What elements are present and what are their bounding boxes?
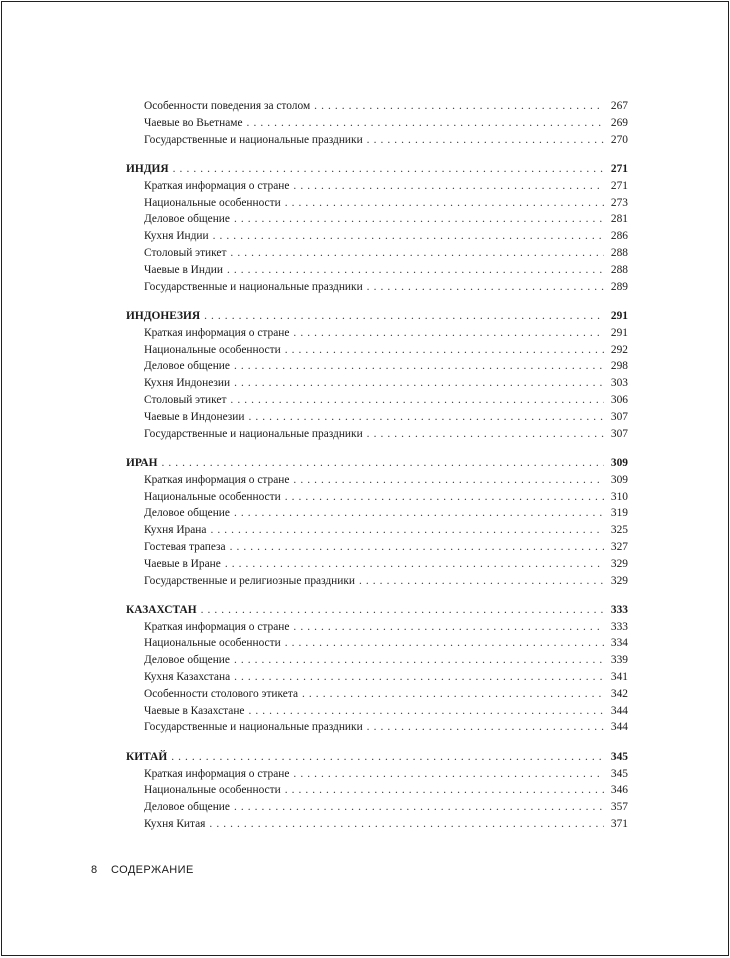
toc-entry-page: 339 [610,654,628,667]
toc-entry[interactable] [126,703,628,720]
toc-entry-page: 327 [610,540,628,553]
dot-leader [248,409,604,426]
toc-entry-title: Чаевые в Казахстане [144,704,245,717]
dot-leader [230,392,604,409]
toc-entry-page: 310 [610,490,628,503]
toc-chapter-page: 271 [610,162,628,175]
dot-leader [302,686,604,703]
toc-entry-title: Особенности столового этикета [144,687,299,700]
toc-chapter-title: КИТАЙ [126,750,168,763]
toc-entry-page: 319 [610,507,628,520]
toc-entry-page: 303 [610,377,628,390]
toc-chapter[interactable] [126,749,628,766]
toc-entry[interactable] [126,686,628,703]
toc-entry-page: 357 [610,801,628,814]
dot-leader [171,749,604,766]
toc-entry[interactable] [126,132,628,149]
toc-section [126,308,628,442]
toc-entry[interactable] [126,619,628,636]
toc-entry-page: 269 [610,116,628,129]
toc-entry[interactable] [126,472,628,489]
toc-entry[interactable] [126,195,628,212]
toc-chapter-page: 309 [610,456,628,469]
toc-section [126,161,628,295]
toc-entry-page: 273 [610,196,628,209]
toc-entry[interactable] [126,782,628,799]
toc-entry-page: 333 [610,620,628,633]
toc-entry-title: Чаевые в Иране [144,557,221,570]
toc-entry[interactable] [126,98,628,115]
toc-entry-title: Деловое общение [144,801,230,814]
toc-chapter[interactable] [126,308,628,325]
toc-entry[interactable] [126,522,628,539]
toc-entry[interactable] [126,652,628,669]
toc-entry-title: Государственные и национальные праздники [144,280,363,293]
dot-leader [293,619,604,636]
toc-entry-title: Деловое общение [144,213,230,226]
dot-leader [247,115,604,132]
toc-entry[interactable] [126,279,628,296]
dot-leader [234,358,604,375]
toc-entry[interactable] [126,392,628,409]
toc-chapter[interactable] [126,161,628,178]
dot-leader [359,573,604,590]
toc-section [126,602,628,736]
toc-entry-title: Чаевые в Индонезии [144,410,245,423]
toc-chapter-title: ИНДИЯ [126,162,169,175]
toc-chapter-page: 333 [610,603,628,616]
toc-entry[interactable] [126,409,628,426]
toc-entry-page: 281 [610,213,628,226]
toc-entry[interactable] [126,635,628,652]
toc-entry[interactable] [126,342,628,359]
toc-entry-page: 345 [610,767,628,780]
dot-leader [367,426,604,443]
dot-leader [209,816,604,833]
dot-leader [234,505,604,522]
running-title: СОДЕРЖАНИЕ [111,864,194,876]
book-page [1,1,729,956]
dot-leader [293,178,604,195]
toc-section [126,749,628,833]
toc-entry-page: 346 [610,784,628,797]
toc-entry-title: Кухня Индонезии [144,377,231,390]
toc-entry[interactable] [126,539,628,556]
toc-entry-page: 325 [610,524,628,537]
toc-entry[interactable] [126,766,628,783]
toc-chapter-page: 291 [610,309,628,322]
toc-entry-title: Национальные особенности [144,490,281,503]
dot-leader [285,635,604,652]
toc-entry-title: Государственные и религиозные праздники [144,574,355,587]
toc-entry-title: Краткая информация о стране [144,179,290,192]
toc-entry-title: Краткая информация о стране [144,620,290,633]
dot-leader [234,799,604,816]
toc-entry[interactable] [126,178,628,195]
toc-entry[interactable] [126,358,628,375]
toc-entry-title: Национальные особенности [144,343,281,356]
toc-chapter-title: ИНДОНЕЗИЯ [126,309,201,322]
toc-entry[interactable] [126,489,628,506]
toc-entry-title: Гостевая трапеза [144,540,226,553]
toc-entry[interactable] [126,799,628,816]
toc-entry-page: 292 [610,343,628,356]
toc-entry-page: 307 [610,410,628,423]
toc-entry-title: Столовый этикет [144,246,227,259]
dot-leader [227,262,604,279]
toc-chapter-title: ИРАН [126,456,158,469]
dot-leader [230,245,604,262]
dot-leader [367,132,604,149]
toc-entry-page: 270 [610,133,628,146]
toc-entry-title: Кухня Индии [144,230,209,243]
dot-leader [293,766,604,783]
toc-entry[interactable] [126,115,628,132]
toc-entry-page: 286 [610,230,628,243]
toc-entry-title: Государственные и национальные праздники [144,133,363,146]
dot-leader [230,539,604,556]
dot-leader [173,161,604,178]
dot-leader [293,472,604,489]
toc-chapter[interactable] [126,602,628,619]
toc-entry-title: Краткая информация о стране [144,767,290,780]
toc-entry-title: Государственные и национальные праздники [144,427,363,440]
toc-section [126,455,628,589]
toc-entry-page: 309 [610,473,628,486]
dot-leader [367,719,604,736]
toc-entry-page: 344 [610,704,628,717]
dot-leader [285,489,604,506]
dot-leader [210,522,604,539]
toc-entry[interactable] [126,505,628,522]
toc-entry-page: 306 [610,393,628,406]
toc-entry-title: Особенности поведения за столом [144,100,311,112]
toc-entry-page: 342 [610,687,628,700]
toc-entry-page: 271 [610,179,628,192]
toc-chapter-page: 345 [610,750,628,763]
toc-entry-title: Чаевые во Вьетнаме [144,116,243,129]
dot-leader [285,782,604,799]
toc-entry-page: 341 [610,671,628,684]
toc-entry-title: Кухня Китая [144,818,206,831]
toc-entry-title: Государственные и национальные праздники [144,721,363,734]
dot-leader [234,375,604,392]
toc-entry-page: 289 [610,280,628,293]
toc-entry-title: Кухня Казахстана [144,671,231,684]
toc-entry[interactable] [126,719,628,736]
toc-entry-title: Национальные особенности [144,637,281,650]
toc-entry-title: Деловое общение [144,507,230,520]
toc-entry-title: Кухня Ирана [144,524,207,537]
dot-leader [234,669,604,686]
toc-section [126,98,628,148]
toc-entry-page: 334 [610,637,628,650]
toc-entry-page: 288 [610,263,628,276]
toc-entry-title: Краткая информация о стране [144,326,290,339]
toc-entry[interactable] [126,228,628,245]
toc-entry-page: 267 [610,100,628,112]
dot-leader [367,279,604,296]
dot-leader [293,325,604,342]
toc-entry-page: 307 [610,427,628,440]
dot-leader [234,652,604,669]
dot-leader [234,211,604,228]
dot-leader [161,455,604,472]
dot-leader [285,195,604,212]
toc-entry-page: 344 [610,721,628,734]
toc-entry-title: Деловое общение [144,360,230,373]
toc-entry-title: Столовый этикет [144,393,227,406]
dot-leader [285,342,604,359]
page-number: 8 [91,864,98,876]
table-of-contents [126,98,628,845]
toc-entry-title: Чаевые в Индии [144,263,223,276]
toc-entry[interactable] [126,375,628,392]
toc-entry-page: 371 [610,818,628,831]
toc-entry[interactable] [126,426,628,443]
dot-leader [225,556,604,573]
toc-entry-page: 288 [610,246,628,259]
toc-entry-page: 291 [610,326,628,339]
toc-entry[interactable] [126,325,628,342]
toc-entry[interactable] [126,245,628,262]
dot-leader [248,703,604,720]
toc-chapter-title: КАЗАХСТАН [126,603,197,616]
toc-entry-title: Краткая информация о стране [144,473,290,486]
dot-leader [204,308,604,325]
toc-entry-page: 298 [610,360,628,373]
dot-leader [213,228,604,245]
page-footer [91,864,194,876]
toc-chapter[interactable] [126,455,628,472]
toc-entry[interactable] [126,669,628,686]
toc-entry[interactable] [126,262,628,279]
dot-leader [201,602,604,619]
toc-entry-page: 329 [610,557,628,570]
toc-entry-title: Национальные особенности [144,784,281,797]
toc-entry[interactable] [126,816,628,833]
toc-entry-title: Деловое общение [144,654,230,667]
toc-entry[interactable] [126,573,628,590]
toc-entry[interactable] [126,556,628,573]
dot-leader [314,98,604,115]
toc-entry-title: Национальные особенности [144,196,281,209]
toc-entry[interactable] [126,211,628,228]
toc-entry-page: 329 [610,574,628,587]
